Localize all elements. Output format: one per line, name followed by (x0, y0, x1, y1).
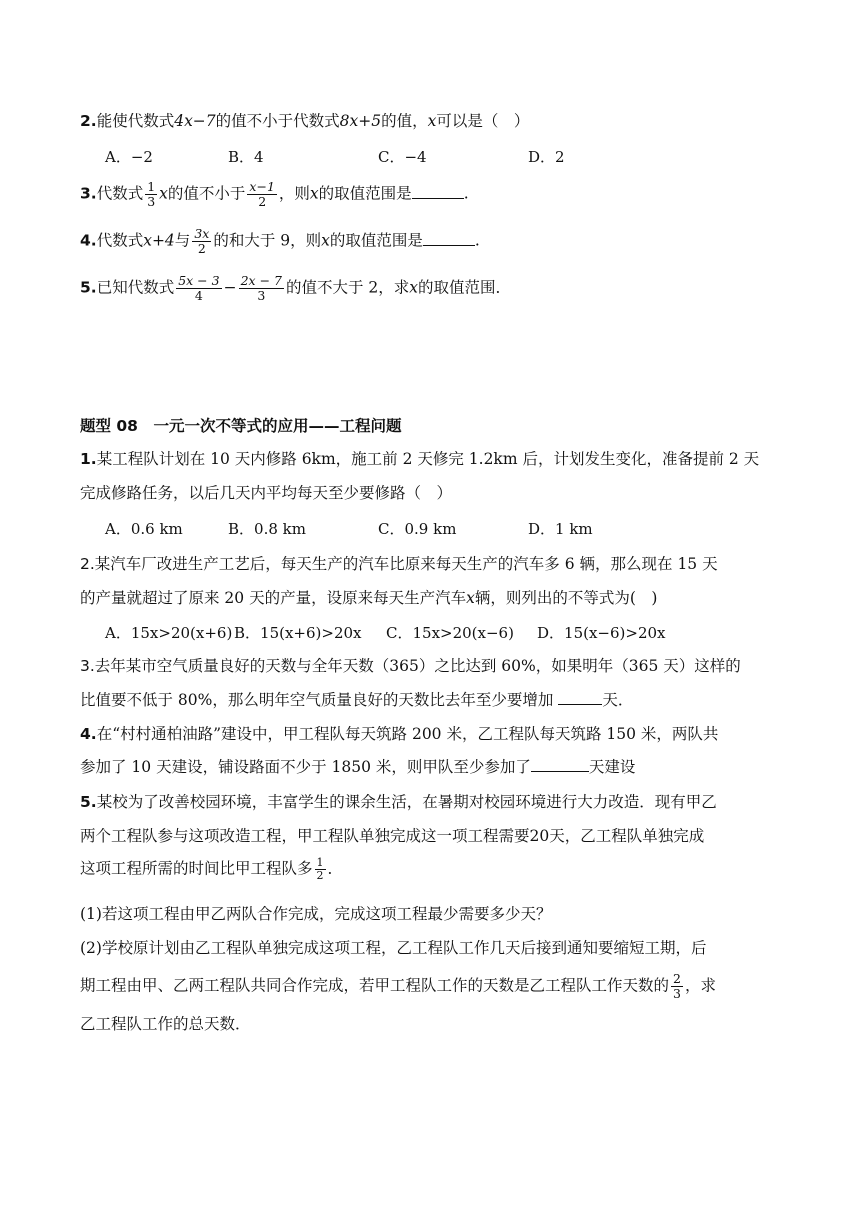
question-text: 天建设 (588, 758, 636, 776)
fraction: $\frac{x-1}{2}$ (249, 179, 275, 209)
question-number: 3. (80, 657, 95, 675)
question-text: 的值不大于 2，求 (285, 278, 410, 297)
fraction: $\frac{1}{3}$ (147, 179, 156, 209)
question-text: 的取值范围． (418, 278, 512, 297)
question-3 (80, 180, 469, 209)
question-number: 4. (80, 725, 97, 743)
s2-question-1 (80, 448, 759, 470)
answer-blank[interactable] (531, 757, 589, 772)
s2-question-3-cont (80, 689, 633, 711)
question-number: 5. (80, 793, 97, 811)
question-text: 代数式 (96, 184, 144, 203)
question-number: 1. (80, 450, 97, 468)
fraction: $\frac{2x - 7}{3}$ (240, 273, 282, 303)
option-d: D．15(x−6)>20x (537, 624, 666, 642)
sub-question-2-cont: 乙工程队工作的总天数． (80, 1015, 251, 1033)
question-number: 3. (80, 184, 97, 203)
s2-question-4 (80, 723, 718, 745)
question-text: 的和大于 9，则 (213, 231, 322, 250)
option-c: C．15x>20(x−6) (386, 624, 514, 642)
question-text: 的取值范围是 (318, 184, 412, 203)
s2-question-1-cont: 完成修路任务，以后几天内平均每天至少要修路（ ） (80, 484, 453, 502)
question-text: 在“村村通柏油路”建设中，甲工程队每天筑路 200 米，乙工程队每天筑路 150 米，两队共 (96, 725, 719, 743)
option-d: D．2 (528, 148, 565, 166)
variable: x (409, 278, 419, 297)
s2-question-3 (80, 655, 741, 677)
question-text: 能使代数式 (96, 112, 175, 130)
question-text: 代数式 (96, 231, 144, 250)
question-text: 的值， (381, 112, 428, 130)
question-text: ，求 (684, 976, 716, 995)
s2-question-5-cont (80, 857, 343, 882)
question-text: 的取值范围是 (329, 231, 423, 250)
question-text: 期工程由甲、乙两工程队共同合作完成，若甲工程队工作的天数是乙工程队工作天数的 (80, 976, 670, 995)
option-c: C．−4 (378, 148, 427, 166)
sub-question-2-cont (80, 972, 716, 1001)
variable: x (466, 589, 475, 607)
s2-question-2-cont (80, 587, 657, 609)
question-text: 比值要不低于 80%，那么明年空气质量良好的天数比去年至少要增加 (80, 691, 559, 709)
option-b: B．15(x+6)>20x (234, 624, 362, 642)
question-text: 某校为了改善校园环境，丰富学生的课余生活，在暑期对校园环境进行大力改造．现有甲乙 (96, 793, 717, 811)
question-5 (80, 274, 511, 303)
question-text: 的值不小于 (167, 184, 246, 203)
question-text: ，则 (278, 184, 310, 203)
sub-question-2: (2)学校原计划由乙工程队单独完成这项工程，乙工程队工作几天后接到通知要缩短工期，后 (80, 939, 707, 957)
question-number: 2. (80, 112, 97, 130)
variable: x (427, 112, 437, 130)
question-text: 天． (602, 691, 634, 709)
question-text: 可以是（ ） (436, 112, 530, 130)
option-a: A．−2 (105, 148, 153, 166)
s2-question-5-cont: 两个工程队参与这项改造工程，甲工程队单独完成这一项工程需要20天，乙工程队单独完成 (80, 827, 705, 845)
question-text: 参加了 10 天建设，铺设路面不少于 1850 米，则甲队至少参加了 (80, 758, 531, 776)
punctuation: ． (327, 859, 344, 878)
fraction: $\frac{2}{3}$ (673, 971, 681, 1001)
s2-question-4-cont (80, 756, 635, 778)
question-number: 5. (80, 278, 97, 297)
question-text: 去年某市空气质量良好的天数与全年天数（365）之比达到 60%，如果明年（365 天）这样的 (94, 657, 741, 675)
minus-sign: − (223, 278, 237, 297)
question-number: 4. (80, 231, 97, 250)
question-number: 2. (80, 555, 95, 573)
option-c: C．0.9 km (378, 520, 457, 538)
question-text: 某汽车厂改进生产工艺后，每天生产的汽车比原来每天生产的汽车多 6 辆，那么现在 15 天 (94, 555, 718, 573)
s2-question-5 (80, 791, 717, 813)
question-text: 某工程队计划在 10 天内修路 6km，施工前 2 天修完 1.2km 后，计划发生变化，准备提前 2 天 (96, 450, 760, 468)
option-b: B．0.8 km (228, 520, 306, 538)
question-text: 的产量就超过了原来 20 天的产量，设原来每天生产汽车 (80, 589, 467, 607)
fraction: $\frac{3x}{2}$ (194, 226, 210, 256)
option-b: B．4 (228, 148, 264, 166)
s2-question-2 (80, 553, 718, 575)
option-a: A．15x>20(x+6) (105, 624, 233, 642)
option-a: A．0.6 km (105, 520, 183, 538)
question-text: 的值不小于代数式 (215, 112, 340, 130)
expression: 8x+5 (339, 112, 382, 130)
sub-question-1: (1)若这项工程由甲乙两队合作完成，完成这项工程最少需要多少天？ (80, 905, 552, 923)
answer-blank[interactable] (412, 184, 464, 199)
answer-blank[interactable] (558, 690, 602, 705)
option-d: D．1 km (528, 520, 593, 538)
fraction: $\frac{5x - 3}{4}$ (178, 273, 220, 303)
question-4 (80, 227, 480, 256)
question-text: 与 (174, 231, 191, 250)
question-2 (80, 110, 529, 132)
answer-blank[interactable] (423, 231, 475, 246)
expression: 4x−7 (174, 112, 216, 130)
expression: x+4 (143, 231, 175, 250)
section-title: 题型 08 一元一次不等式的应用——工程问题 (80, 417, 402, 435)
question-text: 辆，则列出的不等式为( ) (474, 589, 658, 607)
variable: x (159, 184, 168, 203)
punctuation: . (463, 184, 469, 203)
punctuation: . (474, 231, 480, 250)
question-text: 已知代数式 (96, 278, 175, 297)
question-text: 这项工程所需的时间比甲工程队多 (80, 859, 313, 878)
fraction: $\frac{1}{2}$ (316, 856, 324, 882)
variable: x (321, 231, 330, 250)
variable: x (309, 184, 319, 203)
